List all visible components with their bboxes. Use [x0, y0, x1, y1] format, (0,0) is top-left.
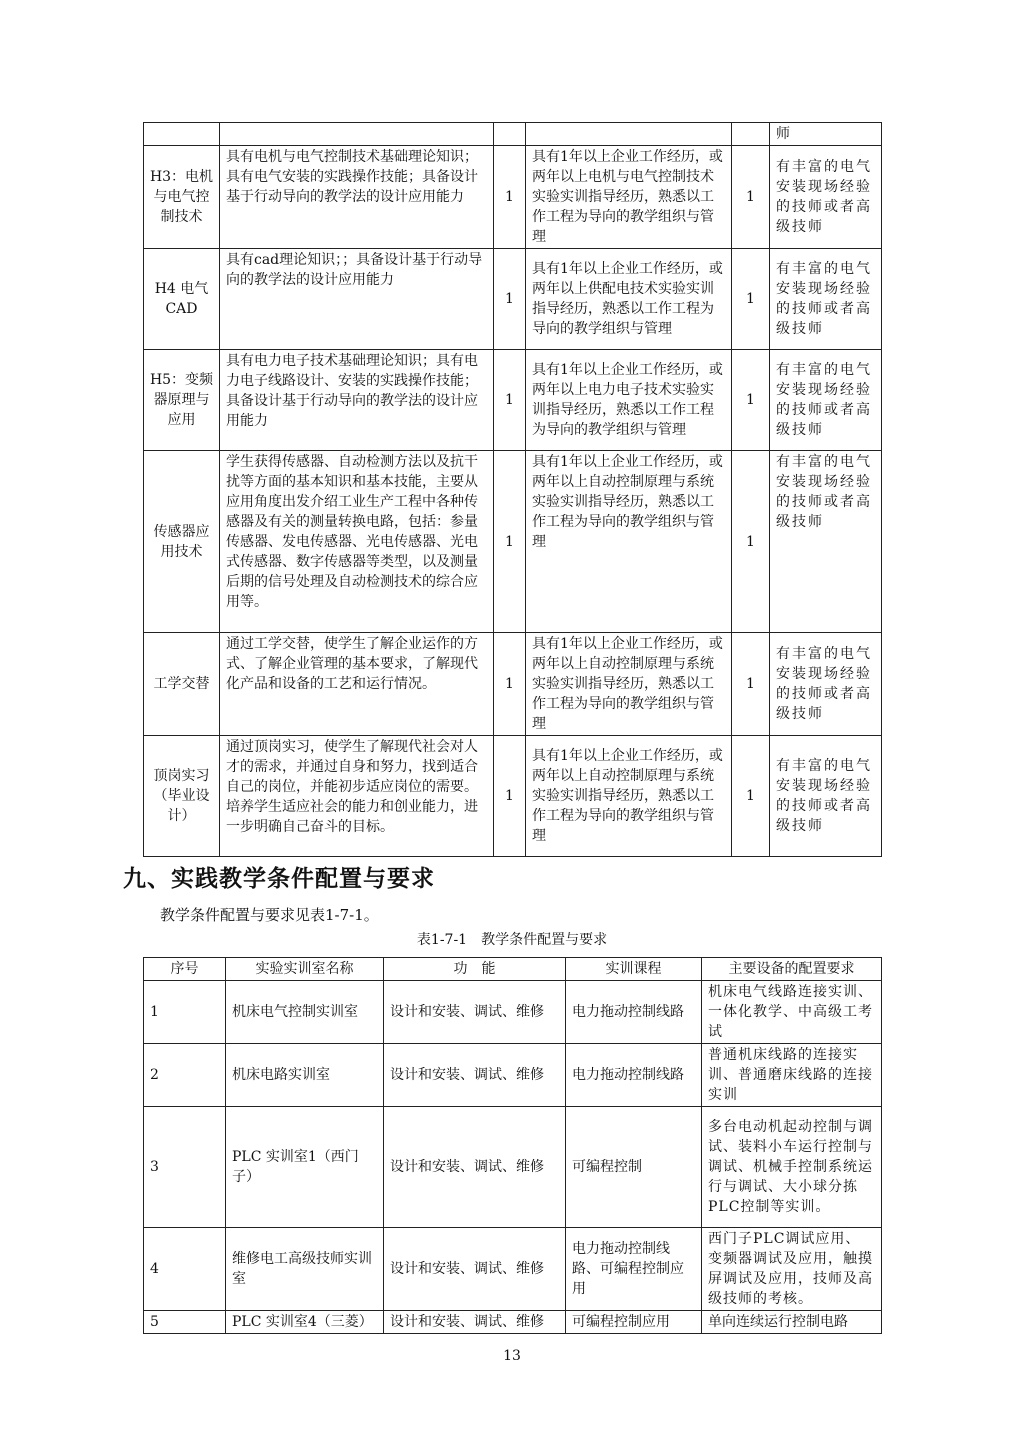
course-cell: H3：电机与电气控制技术 [144, 146, 220, 249]
teacher-requirement-cell: 有丰富的电气安装现场经验的技师或者高级技师 [770, 451, 882, 633]
intro-text: 教学条件配置与要求见表1-7-1。 [160, 906, 379, 924]
no-cell: 4 [144, 1228, 226, 1311]
experience-cell [526, 123, 732, 146]
experience-cell: 具有1年以上企业工作经历，或两年以上电力电子技术实验实训指导经历，熟悉以工作工程为导向的教学组织与管理 [526, 350, 732, 451]
lab-conditions-table [143, 957, 882, 1334]
table-row [144, 1044, 882, 1107]
course-cell: 工学交替 [144, 633, 220, 736]
column-header: 实验实训室名称 [226, 958, 384, 981]
function-cell: 设计和安装、调试、维修 [384, 1228, 566, 1311]
count-cell: 1 [494, 249, 526, 350]
ability-cell: 通过顶岗实习，使学生了解现代社会对人才的需求，并通过自身和努力，找到适合自己的岗位，并能初步适应岗位的需要。培养学生适应社会的能力和创业能力，进一步明确自己奋斗的目标。 [220, 736, 494, 857]
count-cell: 1 [494, 146, 526, 249]
course-cell: 电力拖动控制线路 [566, 981, 702, 1044]
page-number: 13 [503, 1348, 521, 1364]
count-cell: 1 [494, 633, 526, 736]
table-row [144, 981, 882, 1044]
no-cell: 2 [144, 1044, 226, 1107]
function-cell: 设计和安装、调试、维修 [384, 1311, 566, 1334]
course-cell: 电力拖动控制线路 [566, 1044, 702, 1107]
teacher-requirements-table [143, 122, 882, 857]
table-row [144, 146, 882, 249]
experience-cell: 具有1年以上企业工作经历，或两年以上自动控制原理与系统实验实训指导经历，熟悉以工作工程为导向的教学组织与管理 [526, 736, 732, 857]
teacher-requirement-cell: 有丰富的电气安装现场经验的技师或者高级技师 [770, 249, 882, 350]
no-cell: 3 [144, 1107, 226, 1228]
table-row [144, 633, 882, 736]
course-cell: 顶岗实习（毕业设计） [144, 736, 220, 857]
function-cell: 设计和安装、调试、维修 [384, 1044, 566, 1107]
count-cell: 1 [494, 736, 526, 857]
count-cell: 1 [732, 451, 770, 633]
ability-cell: 通过工学交替，使学生了解企业运作的方式、了解企业管理的基本要求，了解现代化产品和设备的工艺和运行情况。 [220, 633, 494, 736]
column-header: 序号 [144, 958, 226, 981]
count-cell: 1 [494, 350, 526, 451]
course-cell: H4 电气CAD [144, 249, 220, 350]
room-cell: PLC 实训室4（三菱） [226, 1311, 384, 1334]
teacher-requirement-cell: 师 [770, 123, 882, 146]
count-cell: 1 [732, 736, 770, 857]
table-row [144, 1228, 882, 1311]
experience-cell: 具有1年以上企业工作经历，或两年以上供配电技术实验实训指导经历，熟悉以工作工程为导向的教学组织与管理 [526, 249, 732, 350]
ability-cell: 具有电力电子技术基础理论知识；具有电力电子线路设计、安装的实践操作技能；具备设计基于行动导向的教学法的设计应用能力 [220, 350, 494, 451]
room-cell: 机床电气控制实训室 [226, 981, 384, 1044]
room-cell: PLC 实训室1（西门子） [226, 1107, 384, 1228]
teacher-requirement-cell: 有丰富的电气安装现场经验的技师或者高级技师 [770, 146, 882, 249]
room-cell: 维修电工高级技师实训室 [226, 1228, 384, 1311]
count-cell: 1 [732, 633, 770, 736]
count-cell: 1 [732, 350, 770, 451]
column-header: 主要设备的配置要求 [702, 958, 882, 981]
table-header-row [144, 958, 882, 981]
no-cell: 1 [144, 981, 226, 1044]
table-caption: 表1-7-1 教学条件配置与要求 [416, 932, 608, 948]
table-row [144, 249, 882, 350]
ability-cell: 具有电机与电气控制技术基础理论知识；具有电气安装的实践操作技能；具备设计基于行动导向的教学法的设计应用能力 [220, 146, 494, 249]
course-cell: H5：变频器原理与应用 [144, 350, 220, 451]
room-cell: 机床电路实训室 [226, 1044, 384, 1107]
column-header: 实训课程 [566, 958, 702, 981]
course-cell [144, 123, 220, 146]
equipment-cell: 西门子PLC调试应用、变频器调试及应用，触摸屏调试及应用，技师及高级技师的考核。 [702, 1228, 882, 1311]
count-cell [732, 123, 770, 146]
experience-cell: 具有1年以上企业工作经历，或两年以上自动控制原理与系统实验实训指导经历，熟悉以工作工程为导向的教学组织与管理 [526, 451, 732, 633]
teacher-requirement-cell: 有丰富的电气安装现场经验的技师或者高级技师 [770, 350, 882, 451]
count-cell [494, 123, 526, 146]
equipment-cell: 机床电气线路连接实训、一体化教学、中高级工考试 [702, 981, 882, 1044]
table-row [144, 736, 882, 857]
table-row [144, 1107, 882, 1228]
function-cell: 设计和安装、调试、维修 [384, 1107, 566, 1228]
function-cell: 设计和安装、调试、维修 [384, 981, 566, 1044]
equipment-cell: 普通机床线路的连接实训、普通磨床线路的连接实训 [702, 1044, 882, 1107]
no-cell: 5 [144, 1311, 226, 1334]
experience-cell: 具有1年以上企业工作经历，或两年以上自动控制原理与系统实验实训指导经历，熟悉以工作工程为导向的教学组织与管理 [526, 633, 732, 736]
course-cell: 可编程控制应用 [566, 1311, 702, 1334]
count-cell: 1 [732, 249, 770, 350]
course-cell: 电力拖动控制线路、可编程控制应用 [566, 1228, 702, 1311]
count-cell: 1 [494, 451, 526, 633]
ability-cell [220, 123, 494, 146]
ability-cell: 具有cad理论知识；；具备设计基于行动导向的教学法的设计应用能力 [220, 249, 494, 350]
teacher-requirement-cell: 有丰富的电气安装现场经验的技师或者高级技师 [770, 633, 882, 736]
column-header: 功 能 [384, 958, 566, 981]
equipment-cell: 多台电动机起动控制与调试、装料小车运行控制与调试、机械手控制系统运行与调试、大小球分拣PLC控制等实训。 [702, 1107, 882, 1228]
table-row [144, 451, 882, 633]
table-row [144, 350, 882, 451]
equipment-cell: 单向连续运行控制电路 [702, 1311, 882, 1334]
ability-cell: 学生获得传感器、自动检测方法以及抗干扰等方面的基本知识和基本技能，主要从应用角度出发介绍工业生产工程中各种传感器及有关的测量转换电路，包括：参量传感器、发电传感器、光电传感器、光电式传感器、数字传感器等类型，以及测量后期的信号处理及自动检测技术的综合应用等。 [220, 451, 494, 633]
teacher-requirement-cell: 有丰富的电气安装现场经验的技师或者高级技师 [770, 736, 882, 857]
course-cell: 可编程控制 [566, 1107, 702, 1228]
table-row [144, 1311, 882, 1334]
experience-cell: 具有1年以上企业工作经历，或两年以上电机与电气控制技术实验实训指导经历，熟悉以工作工程为导向的教学组织与管理 [526, 146, 732, 249]
section-heading: 九、实践教学条件配置与要求 [123, 866, 435, 892]
course-cell: 传感器应用技术 [144, 451, 220, 633]
table-row [144, 123, 882, 146]
count-cell: 1 [732, 146, 770, 249]
